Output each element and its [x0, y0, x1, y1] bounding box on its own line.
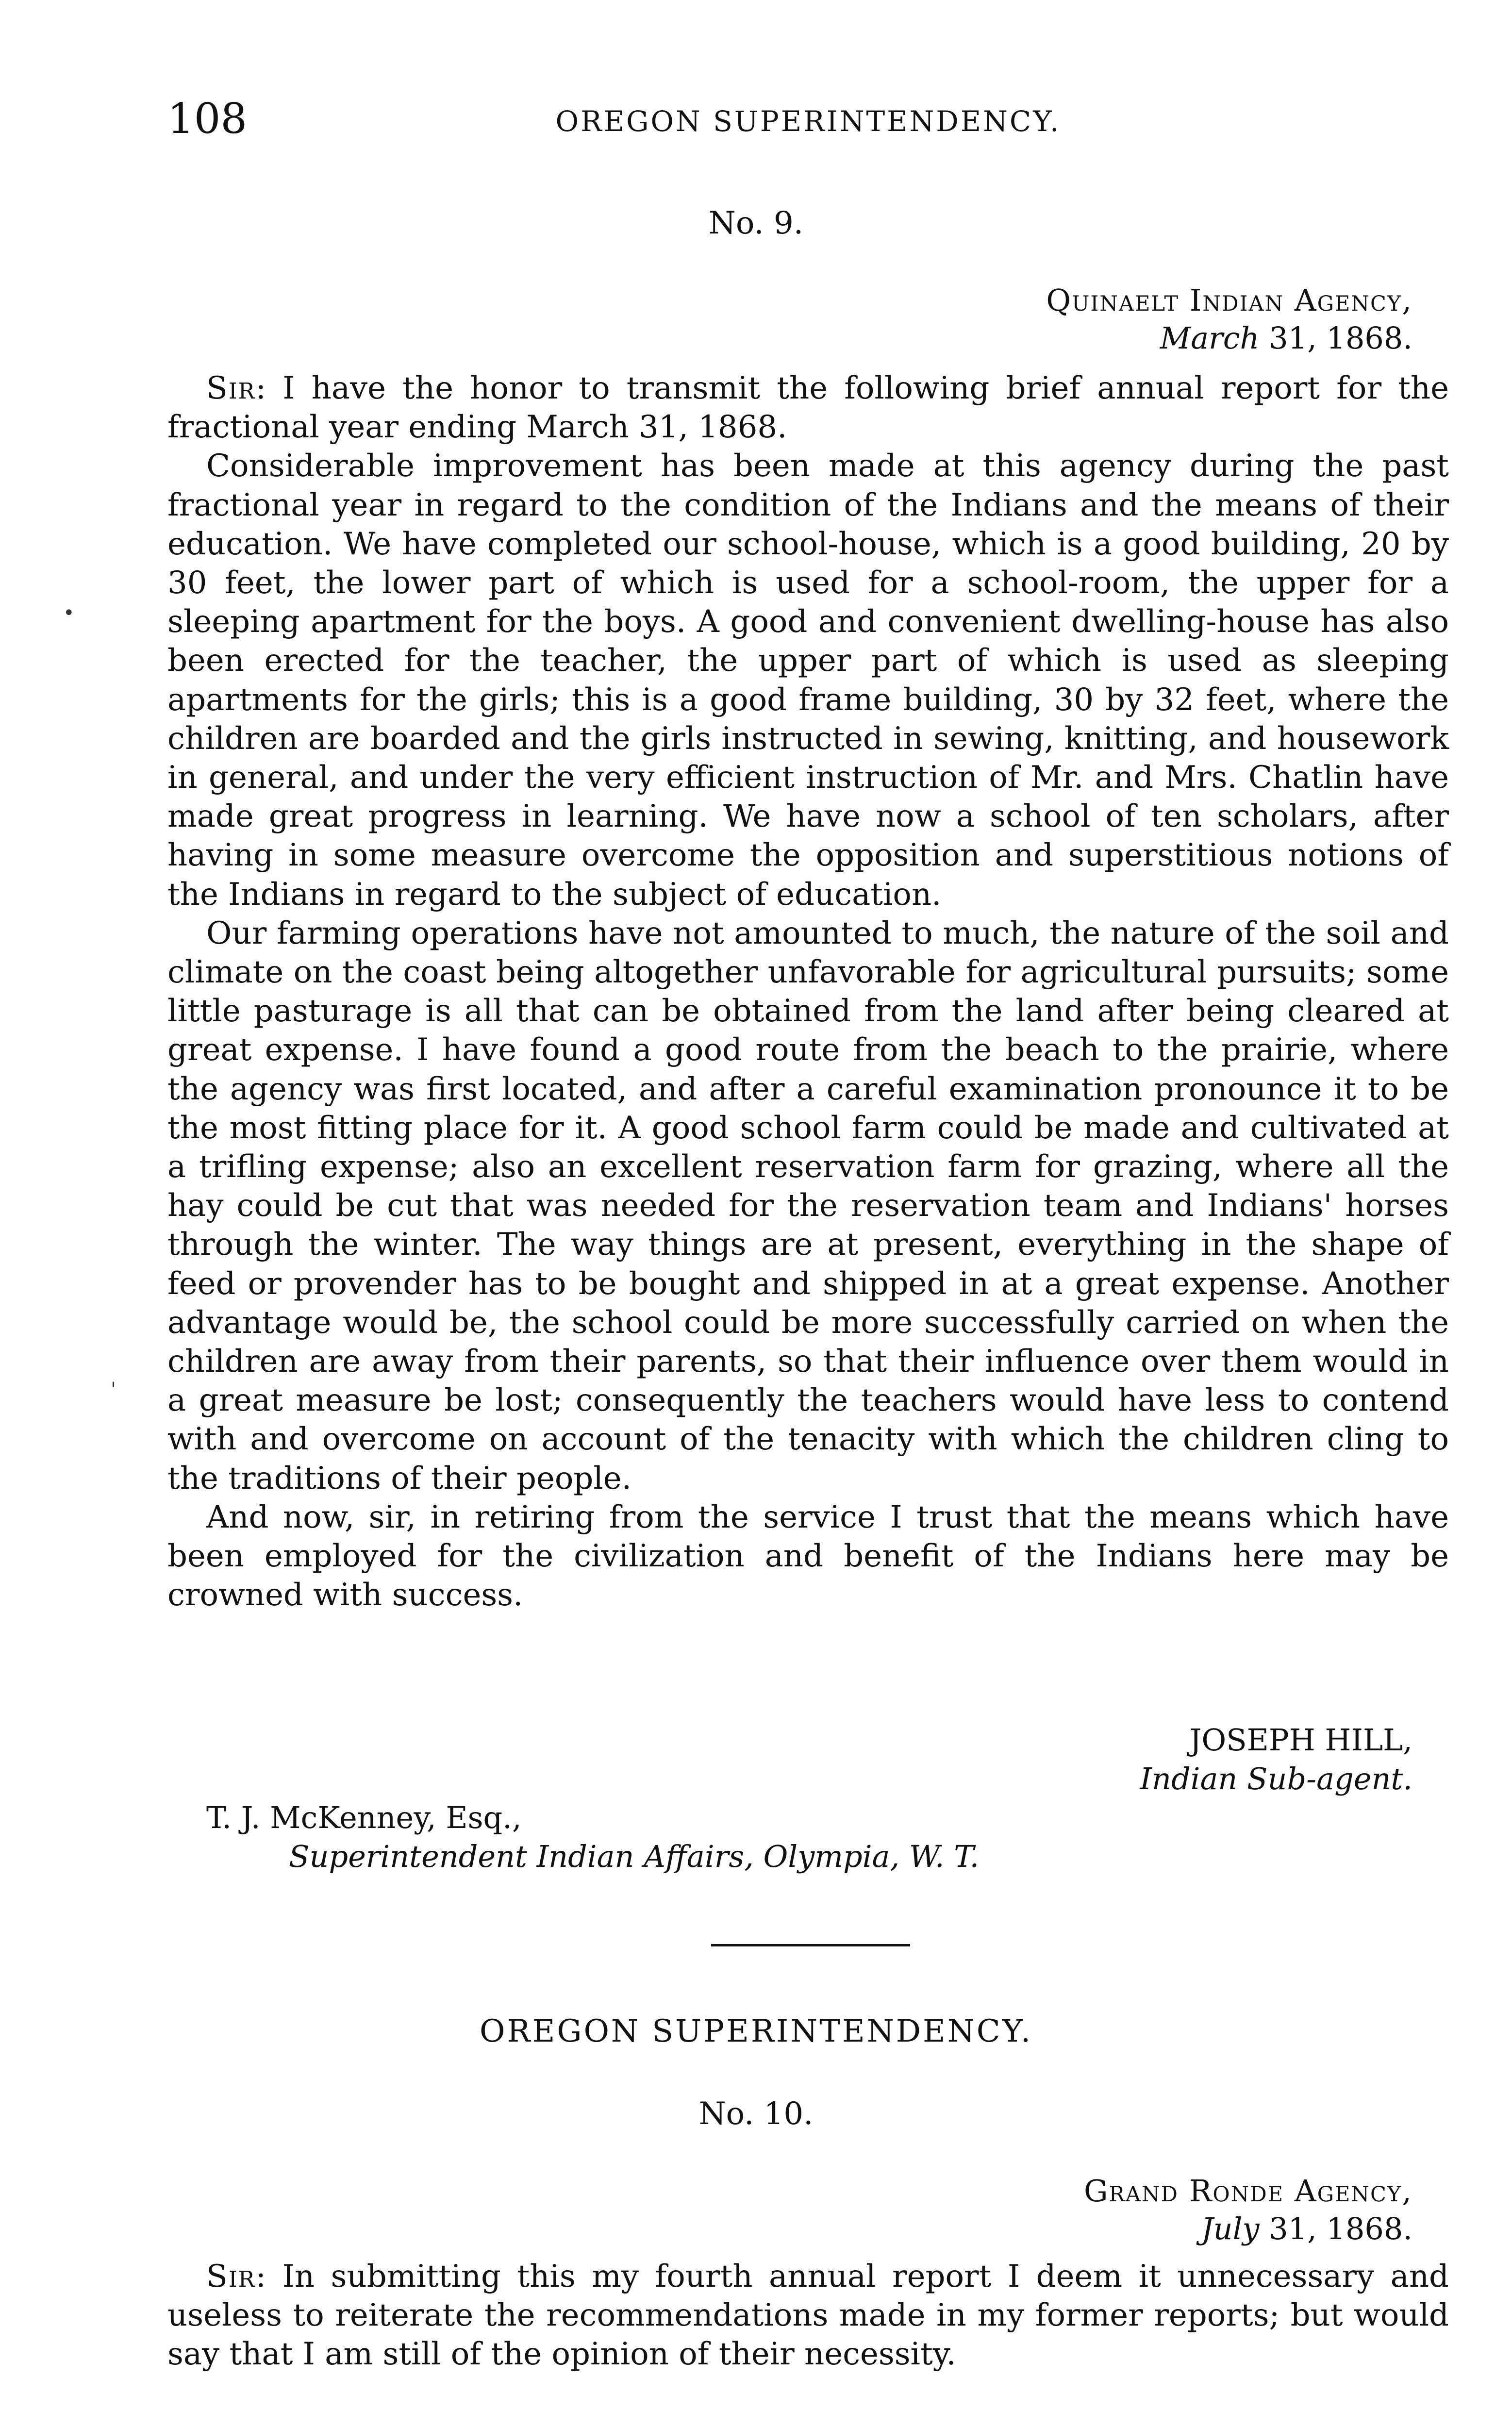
addressee-title: Superintendent Indian Affairs, Olympia, W. T.	[289, 1839, 980, 1874]
addressee-block	[206, 1798, 979, 1876]
paragraph-1-text: : I have the honor to transmit the following brief annual report for the fractional year ending March 31, 1868.	[167, 370, 1449, 446]
page-number: 108	[167, 95, 248, 143]
running-header	[167, 97, 1449, 141]
letter-body-10	[167, 2257, 1449, 2374]
letter-date-2	[1084, 2210, 1412, 2248]
letter-date	[1046, 319, 1412, 357]
date-month: March	[1160, 320, 1260, 356]
opening-paragraph	[167, 2257, 1449, 2374]
running-title: OREGON SUPERINTENDENCY.	[555, 105, 1061, 138]
paragraph-1	[167, 369, 1449, 447]
dateline-grand-ronde	[1084, 2172, 1412, 2248]
agency-name-2: Grand Ronde Agency,	[1083, 2173, 1412, 2209]
document-number-10: No. 10.	[698, 2096, 814, 2132]
dateline-quinaelt	[1046, 282, 1412, 357]
addressee-name: T. J. McKenney, Esq.,	[206, 1800, 522, 1835]
signer-name: JOSEPH HILL,	[1189, 1722, 1412, 1758]
section-title: OREGON SUPERINTENDENCY.	[479, 2013, 1033, 2049]
agency-name: Quinaelt Indian Agency,	[1046, 283, 1412, 318]
paragraph-4: And now, sir, in retiring from the service I trust that the means which have been employed for the civilization and benefit of the Indians here may be crowned with success.	[167, 1499, 1449, 1613]
date-rest: 31, 1868.	[1269, 320, 1412, 356]
paragraph-2: Considerable improvement has been made at this agency during the past fractional year in regard to the condition of the Indians and the means of their education. We have completed our school-house, which is a good building, 20 by 30 feet, the lower part of which is used for a school-room, the upper for a sleeping apartment for the boys. A good and convenient dwelling-house has also been erected for the teacher, the upper part of which is used as sleeping apartments for the girls; this is a good frame building, 30 by 32 feet, where the children are boarded and the girls instructed in sewing, knitting, and housework in general, and under the very efficient instruction of Mr. and Mrs. Chatlin have made great progress in learning. We have now a school of ten scholars, after having in some measure overcome the opposition and superstitious notions of the Indians in regard to the subject of education.	[167, 448, 1449, 913]
document-number-9: No. 9.	[708, 205, 804, 241]
salutation-2: Sir	[206, 2259, 256, 2294]
signature-block	[1140, 1721, 1412, 1798]
signer-title: Indian Sub-agent.	[1140, 1761, 1412, 1796]
paragraph-3: Our farming operations have not amounted to much, the nature of the soil and climate on the coast being altogether unfavorable for agricultural pursuits; some little pasturage is all that can be obtained from the land after being cleared at great expense. I have found a good route from the beach to the prairie, where the agency was first located, and after a careful examination pronounce it to be the most fitting place for it. A good school farm could be made and cultivated at a trifling expense; also an excellent reservation farm for grazing, where all the hay could be cut that was needed for the reservation team and Indians' horses through the winter. The way things are at present, everything in the shape of feed or provender has to be bought and shipped in at a great expense. Another advantage would be, the school could be more successfully carried on when the children are away from their parents, so that their influence over them would in a great measure be lost; consequently the teachers would have less to contend with and overcome on account of the tenacity with which the children cling to the traditions of their people.	[167, 915, 1449, 1496]
section-divider	[711, 1944, 910, 1946]
opening-paragraph-text: : In submitting this my fourth annual report I deem it unnecessary and useless to reiterate the recommendations made in my former reports; but would say that I am still of the opinion of their necessity.	[167, 2259, 1449, 2373]
date-rest-2: 31, 1868.	[1269, 2211, 1412, 2246]
date-month-2: July	[1201, 2211, 1260, 2246]
salutation: Sir	[206, 370, 256, 406]
letter-body-9	[167, 369, 1449, 1615]
margin-mark: •	[63, 602, 75, 624]
margin-mark: '	[111, 1379, 116, 1401]
